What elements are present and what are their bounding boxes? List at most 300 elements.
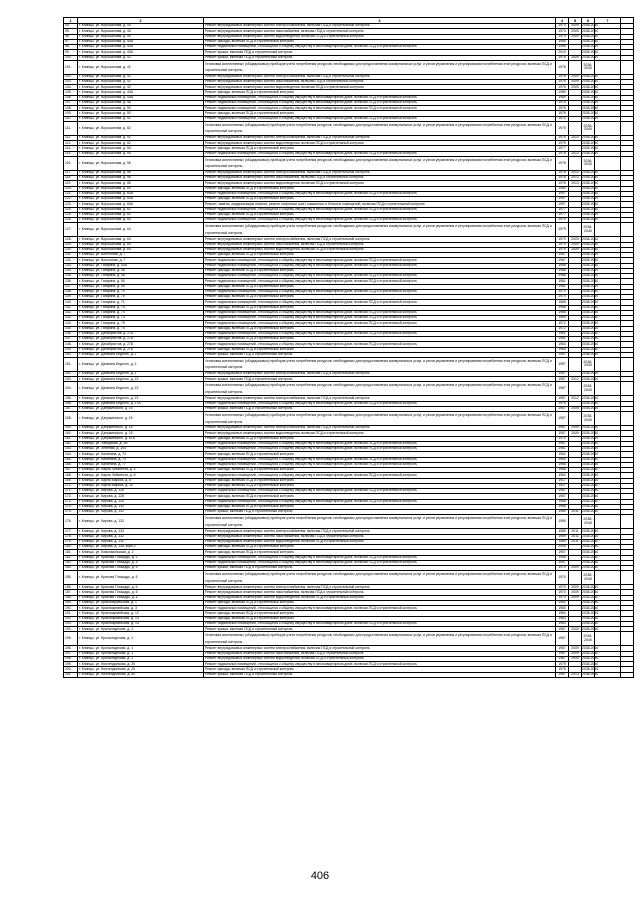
cell-build-year: 1976 [556,74,569,79]
cell-address: г. Клинцы, ул. Ворошилова, д. 60 [78,186,204,191]
cell-last-repair-year: 2011 [569,510,582,515]
cell-row-number: 164. [64,452,78,457]
cell-planned-period: 2038-2040 [582,425,599,430]
cell-row-number: 131. [64,253,78,258]
cell-work-type: Ремонт подвальных помещений, относящихся к общему имуществу в многоквартирном доме, включая ПСД и строительный контроль [204,321,556,326]
cell-work-type: Ремонт внутридомовых инженерных систем водоотведения, включая ПСД и строительный контроль [204,431,556,436]
cell-build-year: 1956 [556,555,569,560]
cell-spacer [621,571,634,585]
cell-row-number: 200. [64,667,78,672]
cell-work-type: Ремонт внутридомовых инженерных систем электроснабжения, включая ПСД и строительный контроль [204,585,556,590]
cell-last-repair-year [569,515,582,529]
cell-build-year: 1969 [556,316,569,321]
cell-address: г. Клинцы, ул. Красноармейская, д. 14 [78,621,204,626]
cell-planned-period: 2038-2040 [582,89,599,94]
cell-planned-period: 2038-2040 [582,336,599,341]
cell-row-number: 98. [64,45,78,50]
cell-build-year: 1960 [556,457,569,462]
cell-planned-period: 2038-2040 [582,605,599,610]
cell-address: г. Клинцы, ул. Ворошилова, д. 64 [78,218,204,223]
cell-build-year: 1987 [556,382,569,396]
cell-build-year: 1963 [556,616,569,621]
cell-address: г. Клинцы, ул. Ворошилова, д. 42 [78,60,204,74]
cell-row-number: 94. [64,24,78,29]
cell-planned-period: 2038-2040 [582,206,599,211]
cell-planned-period: 2038-2040 [582,504,599,509]
cell-build-year: 1978 [556,170,569,175]
cell-address: г. Клинцы, ул. Карла Либкнехта, д. 4 [78,468,204,473]
cell-row-number: 187. [64,590,78,595]
cell-address: г. Клинцы, ул. Ворошилова, д. 56 [78,170,204,175]
cell-row-number: 96. [64,34,78,39]
cell-row-number: 176. [64,515,78,529]
cell-last-repair-year [569,412,582,426]
cell-build-year: 1963 [556,621,569,626]
cell-last-repair-year: 2009 [569,85,582,90]
cell-build-year: 1979 [556,247,569,252]
cell-row-number: 178. [64,534,78,539]
cell-address: г. Клинцы, ул. Гагарина, д. 70 [78,295,204,300]
cell-planned-period: 2038-2040 [582,23,599,28]
cell-planned-period: 2038-2040 [582,170,599,175]
cell-work-type: Ремонт подвальных помещений, относящихся к общему имуществу в многоквартирном доме, включая ПСД и строительный контроль [204,258,556,263]
header-col-4: 4 [556,18,569,24]
cell-row-number: 144. [64,321,78,326]
cell-work-type: Ремонт фасада, включая ПСД и строительный контроль [204,90,556,95]
cell-work-type: Ремонт крыши, включая ПСД и строительный контроль [204,50,556,55]
cell-work-type: Установка коллективных (общедомовых) приборов учета потребления ресурсов, необходимых для предоставления коммунальных услуг, и узлов управления и регулирования потребления этих ресурсов, включая ПСД и строительный контроль [204,223,556,237]
table-row [64,571,634,585]
cell-row-number: 199. [64,662,78,667]
cell-row-number: 183. [64,560,78,565]
cell-row-number: 198. [64,656,78,661]
cell-row-number: 188. [64,595,78,600]
header-col-2: 2 [78,18,204,24]
header-col-7: 7 [595,18,621,24]
cell-build-year: 1970 [556,295,569,300]
cell-planned-period: 2038-2040 [582,105,599,110]
cell-build-year: 1964 [556,342,569,347]
table-row [64,60,634,74]
cell-work-type: Ремонт фасада, включая ПСД и строительный контроль [204,305,556,310]
cell-work-type: Ремонт подвальных помещений, относящихся к общему имуществу в многоквартирном доме, включая ПСД и строительный контроль [204,331,556,336]
cell-row-number: 194. [64,627,78,632]
cell-planned-period: 2038-2040 [582,191,599,196]
cell-address: г. Клинцы, ул. Кирова, д. 132 [78,510,204,515]
cell-build-year: 1997 [556,202,569,207]
cell-build-year: 1917 [556,483,569,488]
cell-planned-period: 2038-2040 [582,451,599,456]
cell-last-repair-year: 2009 [569,55,582,60]
cell-last-repair-year [569,223,582,237]
cell-planned-period: 2038-2040 [582,661,599,666]
cell-last-repair-year [569,571,582,585]
cell-planned-period: 2038-2040 [582,483,599,488]
cell-planned-period: 2038-2040 [582,33,599,38]
cell-planned-period: 2038-2040 [582,610,599,615]
cell-address: г. Клинцы, ул. Красноармейская, д. 3 [78,606,204,611]
cell-planned-period: 2038-2040 [582,283,599,288]
cell-extra [595,571,621,585]
cell-work-type: Ремонт внутридомовых инженерных систем водоотведения, включая ПСД и строительный контроль [204,656,556,661]
cell-row-number: 201. [64,672,78,677]
cell-build-year: 1987 [556,672,569,677]
cell-row-number: 165. [64,457,78,462]
cell-build-year: 1966 [556,305,569,310]
cell-work-type: Ремонт внутридомовых инженерных систем водоотведения, включая ПСД и строительный контроль [204,85,556,90]
cell-build-year: 1981 [556,284,569,289]
cell-planned-period: 2038-2040 [582,278,599,283]
cell-build-year: 1989 [556,510,569,515]
cell-planned-period: 2038-2040 [582,257,599,262]
cell-build-year: 1957 [556,426,569,431]
cell-planned-period: 2038-2040 [582,498,599,503]
cell-last-repair-year: 2009 [569,566,582,571]
cell-address: г. Клинцы, ул. Кирова, д. 132 [78,515,204,529]
cell-spacer [621,412,634,426]
cell-work-type: Ремонт внутридомовых инженерных систем газоснабжения, включая ПСД и строительный контроль [204,590,556,595]
cell-work-type: Ремонт подвальных помещений, относящихся к общему имуществу в многоквартирном доме, включая ПСД и строительный контроль [204,555,556,560]
cell-row-number: 120. [64,186,78,191]
cell-row-number: 197. [64,651,78,656]
cell-planned-period: 2038-2040 [582,371,599,376]
cell-planned-period: 2038-2040 [582,493,599,498]
cell-work-type: Ремонт фасада, включая ПСД и строительный контроль [204,452,556,457]
cell-row-number: 145. [64,326,78,331]
cell-work-type: Ремонт подвальных помещений, относящихся к общему имуществу в многоквартирном доме, включая ПСД и строительный контроль [204,662,556,667]
cell-build-year: 1978 [556,151,569,156]
cell-last-repair-year: 2011 [569,534,582,539]
cell-work-type: Установка коллективных (общедомовых) приборов учета потребления ресурсов, необходимых для предоставления коммунальных услуг, и узлов управления и регулирования потребления этих ресурсов, включая ПСД и строительный контроль [204,156,556,170]
cell-work-type: Ремонт фасада, включая ПСД и строительный контроль [204,186,556,191]
cell-work-type: Ремонт фасада, включая ПСД и строительный контроль [204,550,556,555]
cell-row-number: 133. [64,263,78,268]
cell-last-repair-year: 2011 [569,529,582,534]
cell-address: г. Клинцы, ул. Ворошилова, д. 40А [78,39,204,44]
cell-address: г. Клинцы, ул. Красноармейская, д. 12 [78,611,204,616]
cell-work-type: Ремонт внутридомовых инженерных систем газоснабжения, включая ПСД и строительный контроль [204,176,556,181]
cell-address: г. Клинцы, ул. Гагарина, д. 74 [78,305,204,310]
cell-planned-period: 2038-2040 [582,616,599,621]
cell-build-year: 1970 [556,585,569,590]
cell-row-number: 139. [64,295,78,300]
cell-row-number: 152. [64,371,78,376]
cell-planned-period: 2038-2040 [582,100,599,105]
cell-address: г. Клинцы, ул. Ворошилова, д. 64 [78,223,204,237]
cell-address: г. Клинцы, ул. Гагарина, д. 48 [78,268,204,273]
cell-last-repair-year: 2013 [569,170,582,175]
cell-planned-period: 2038-2040 [582,74,599,79]
cell-build-year: 1957 [556,358,569,372]
cell-row-number: 138. [64,289,78,294]
cell-address: г. Клинцы, ул. Кронштадтская, д. 1 [78,632,204,646]
cell-address: г. Клинцы, ул. Ворошилова, д. 62 [78,207,204,212]
cell-planned-period: 2038-2040 [582,477,599,482]
cell-work-type: Ремонт фасада, включая ПСД и строительный контроль [204,197,556,202]
cell-work-type: Установка коллективных (общедомовых) приборов учета потребления ресурсов, необходимых для предоставления коммунальных услуг, и узлов управления и регулирования потребления этих ресурсов, включая ПСД и строительный контроль [204,382,556,396]
cell-spacer [621,156,634,170]
cell-build-year: 1987 [556,396,569,401]
table-row [64,223,634,237]
cell-build-year: 1961 [556,447,569,452]
cell-address: г. Клинцы, ул. Ворошилова, д. 42 [78,85,204,90]
cell-build-year: 2019 [556,50,569,55]
cell-work-type: Ремонт фасада, включая ПСД и строительный контроль [204,600,556,605]
cell-row-number: 140. [64,300,78,305]
cell-planned-period: 2038-2040 [582,462,599,467]
cell-row-number: 170. [64,483,78,488]
cell-work-type: Ремонт внутридомовых инженерных систем газоснабжения, включая ПСД и строительный контроль [204,651,556,656]
cell-address: г. Клинцы, ул. Ворошилова, д. 62 [78,212,204,217]
cell-work-type: Ремонт внутридомовых инженерных систем электроснабжения, включая ПСД и строительный контроль [204,426,556,431]
cell-last-repair-year: 2009 [569,237,582,242]
cell-work-type: Ремонт фасада, включая ПСД и строительный контроль [204,295,556,300]
cell-address: г. Клинцы, ул. Дзержинского, д. 15 [78,431,204,436]
header-col-5: 5 [569,18,582,24]
cell-planned-period: 2038-2040 [582,84,599,89]
cell-last-repair-year [569,156,582,170]
cell-last-repair-year: 2009 [569,595,582,600]
cell-address: г. Клинцы, ул. Дзержинского, д. 15 [78,406,204,411]
cell-row-number: 132. [64,258,78,263]
cell-work-type: Ремонт крыши, включая ПСД и строительный контроль [204,672,556,677]
cell-last-repair-year: 2009 [569,646,582,651]
cell-address: г. Клинцы, ул. Зеленая, д. 104 [78,447,204,452]
cell-build-year: 1961 [556,337,569,342]
cell-extra [595,121,621,135]
cell-row-number: 102. [64,74,78,79]
cell-work-type: Ремонт фасада, включая ПСД и строительный контроль [204,253,556,258]
cell-address: г. Клинцы, ул. Ворошилова, д. 64 [78,237,204,242]
cell-build-year: 1957 [556,412,569,426]
cell-work-type: Ремонт внутридомовых инженерных систем электроснабжения, включая ПСД и строительный контроль [204,396,556,401]
cell-extra [595,223,621,237]
cell-row-number: 114. [64,146,78,151]
cell-spacer [621,382,634,396]
cell-planned-period: 2038-2040 [582,441,599,446]
cell-row-number: 115. [64,151,78,156]
cell-build-year: 1967 [556,646,569,651]
cell-last-repair-year: 2009 [569,406,582,411]
cell-build-year: 1961 [556,331,569,336]
cell-address: г. Клинцы, ул. Кронштадтская, д. 1 [78,646,204,651]
header-col-1: 1 [64,18,78,24]
cell-planned-period: 2038-2040 [582,44,599,49]
cell-address: г. Клинцы, ул. Дзержинского, д. 15 [78,426,204,431]
header-col-3: 3 [204,18,556,24]
cell-row-number: 95. [64,29,78,34]
cell-build-year: 1979 [556,237,569,242]
table-row [64,632,634,646]
cell-address: г. Клинцы, ул. Ворошилова, д. 56 [78,176,204,181]
cell-build-year: 1979 [556,218,569,223]
cell-last-repair-year: 2009 [569,590,582,595]
cell-address: г. Клинцы, ул. Ворошилова, д. 40А [78,45,204,50]
cell-build-year: 1987 [556,377,569,382]
cell-row-number: 137. [64,284,78,289]
cell-build-year: 1967 [556,253,569,258]
cell-build-year: 1958 [556,263,569,268]
cell-build-year: 1981 [556,279,569,284]
cell-row-number: 107. [64,100,78,105]
cell-work-type: Ремонт подвальных помещений, относящихся к общему имуществу в многоквартирном доме, включая ПСД и строительный контроль [204,441,556,446]
cell-build-year: 1965 [556,300,569,305]
cell-last-repair-year: 2009 [569,585,582,590]
cell-planned-period: 2038-2040 [582,412,595,426]
cell-work-type: Ремонт подвальных помещений, относящихся к общему имуществу в многоквартирном доме, включая ПСД и строительный контроль [204,462,556,467]
cell-last-repair-year: 2009 [569,431,582,436]
cell-build-year: 1957 [556,560,569,565]
cell-address: г. Клинцы, ул. Карла Маркса, д. 10 [78,483,204,488]
cell-work-type: Ремонт внутридомовых инженерных систем электроснабжения, включая ПСД и строительный контроль [204,170,556,175]
cell-build-year: 1988 [556,268,569,273]
cell-planned-period: 2038-2040 [582,600,599,605]
cell-planned-period: 2038-2040 [582,446,599,451]
cell-row-number: 135. [64,274,78,279]
cell-row-number: 175. [64,510,78,515]
cell-build-year: 1976 [556,401,569,406]
cell-address: г. Клинцы, ул. Декабристов, д. 27Б [78,347,204,352]
cell-planned-period: 2038-2040 [582,672,599,677]
cell-work-type: Ремонт внутридомовых инженерных систем газоснабжения, включая ПСД и строительный контроль [204,29,556,34]
cell-planned-period: 2038-2040 [582,382,595,396]
cell-address: г. Клинцы, ул. Демьяна Бедного, д. 2 [78,371,204,376]
cell-build-year: 1960 [556,606,569,611]
cell-last-repair-year: 2013 [569,176,582,181]
cell-extra [595,156,621,170]
cell-address: г. Клинцы, ул. Кронштадтская, д. 1 [78,651,204,656]
cell-row-number: 186. [64,585,78,590]
cell-row-number: 157. [64,406,78,411]
cell-address: г. Клинцы, ул. Кронштадтская, д. 1 [78,656,204,661]
cell-row-number: 123. [64,202,78,207]
cell-extra [595,382,621,396]
cell-build-year: 1957 [556,371,569,376]
cell-address: г. Клинцы, ул. Ворошилова, д. 60А [78,197,204,202]
cell-last-repair-year: 2009 [569,34,582,39]
cell-planned-period: 2038-2040 [582,156,595,170]
cell-extra [595,632,621,646]
table-row [64,672,634,677]
cell-build-year: 1967 [556,632,569,646]
cell-planned-period: 2038-2040 [582,533,599,538]
cell-address: г. Клинцы, ул. Кирова, д. 138, корп.2 [78,545,204,550]
cell-work-type: Ремонт внутридомовых инженерных систем водоотведения, включая ПСД и строительный контроль [204,34,556,39]
cell-planned-period: 2038-2040 [582,571,595,585]
cell-work-type: Ремонт фасада, включая ПСД и строительный контроль [204,616,556,621]
cell-last-repair-year: 2009 [569,426,582,431]
cell-last-repair-year [569,358,582,372]
cell-work-type: Ремонт внутридомовых инженерных систем водоотведения, включая ПСД и строительный контроль [204,539,556,544]
cell-work-type: Ремонт подвальных помещений, относящихся к общему имуществу в многоквартирном доме, включая ПСД и строительный контроль [204,316,556,321]
cell-last-repair-year: 2009 [569,651,582,656]
cell-address: г. Клинцы, ул. Ворошилова, д. 52 [78,135,204,140]
cell-work-type: Ремонт подвальных помещений, относящихся к общему имуществу в многоквартирном доме, включая ПСД и строительный контроль [204,560,556,565]
cell-build-year: 1968 [556,504,569,509]
cell-row-number: 156. [64,401,78,406]
cell-work-type: Установка коллективных (общедомовых) приборов учета потребления ресурсов, необходимых для предоставления коммунальных услуг, и узлов управления и регулирования потребления этих ресурсов, включая ПСД и строительный контроль [204,121,556,135]
cell-build-year: 1975 [556,667,569,672]
cell-work-type: Ремонт фасада, включая ПСД и строительный контроль [204,268,556,273]
cell-last-repair-year: 2010 [569,135,582,140]
cell-work-type: Ремонт фасада, включая ПСД и строительный контроль [204,483,556,488]
cell-planned-period: 2038-2040 [582,549,599,554]
cell-last-repair-year: 2009 [569,29,582,34]
cell-planned-period: 2038-2040 [582,325,599,330]
cell-row-number: 100. [64,55,78,60]
cell-address: г. Клинцы, ул. Кирова, д. 130 [78,504,204,509]
cell-planned-period: 2038-2040 [582,632,595,646]
cell-work-type: Ремонт фасада, включая ПСД и строительный контроль [204,494,556,499]
cell-build-year: 1975 [556,116,569,121]
cell-row-number: 119. [64,181,78,186]
cell-planned-period: 2038-2040 [582,28,599,33]
cell-address: г. Клинцы, ул. Кирова, д. 128 [78,494,204,499]
cell-build-year: 1973 [556,29,569,34]
cell-work-type: Ремонт внутридомовых инженерных систем водоотведения, включая ПСД и строительный контроль [204,181,556,186]
cell-row-number: 148. [64,342,78,347]
cell-row-number: 149. [64,347,78,352]
cell-address: г. Клинцы, ул. Ворошилова, д. 42 [78,79,204,84]
cell-row-number: 116. [64,156,78,170]
cell-planned-period: 2038-2040 [582,341,599,346]
cell-work-type: Ремонт фасада, включая ПСД и строительный контроль [204,545,556,550]
cell-build-year: 1988 [556,274,569,279]
cell-work-type: Ремонт фасада, включая ПСД и строительный контроль [204,337,556,342]
cell-build-year: 1978 [556,176,569,181]
cell-last-repair-year: 2011 [569,539,582,544]
cell-row-number: 171. [64,489,78,494]
cell-work-type: Ремонт подвальных помещений, относящихся к общему имуществу в многоквартирном доме, включая ПСД и строительный контроль [204,279,556,284]
cell-work-type: Ремонт крыши, включая ПСД и строительный контроль [204,510,556,515]
cell-build-year: 1976 [556,55,569,60]
cell-address: г. Клинцы, ул. Демьяна Бедного, д. 27А [78,401,204,406]
cell-row-number: 127. [64,223,78,237]
cell-work-type: Ремонт фасада, включая ПСД и строительный контроль [204,212,556,217]
cell-work-type: Ремонт внутридомовых инженерных систем электроснабжения, включая ПСД и строительный контроль [204,371,556,376]
cell-address: г. Клинцы, ул. Карла Либкнехта, д. 6 [78,473,204,478]
cell-row-number: 184. [64,566,78,571]
cell-planned-period: 2038-2040 [582,488,599,493]
cell-row-number: 129. [64,242,78,247]
cell-address: г. Клинцы, ул. Заводская, д. 3А [78,441,204,446]
cell-work-type: Ремонт подвальных помещений, относящихся к общему имуществу в многоквартирном доме, включая ПСД и строительный контроль [204,457,556,462]
cell-work-type: Ремонт подвальных помещений, относящихся к общему имуществу в многоквартирном доме, включая ПСД и строительный контроль [204,207,556,212]
cell-spacer [621,223,634,237]
cell-work-type: Ремонт крыши, включая ПСД и строительный контроль [204,55,556,60]
cell-address: г. Клинцы, ул. Карла Маркса, д. 8 [78,478,204,483]
cell-build-year: 1989 [556,90,569,95]
cell-build-year: 1957 [556,406,569,411]
cell-address: г. Клинцы, ул. Гагарина, д. 44А [78,263,204,268]
cell-row-number: 180. [64,545,78,550]
cell-address: г. Клинцы, ул. Кюстендилская, д. 25 [78,667,204,672]
cell-build-year: 1976 [556,79,569,84]
cell-build-year: 1976 [556,60,569,74]
cell-planned-period: 2038-2040 [582,539,599,544]
cell-build-year: 1967 [556,494,569,499]
cell-row-number: 142. [64,310,78,315]
cell-planned-period: 2038-2040 [582,268,599,273]
cell-build-year: 1997 [556,197,569,202]
cell-address: г. Клинцы, ул. Кирова, д. 130 [78,499,204,504]
cell-address: г. Клинцы, ул. Кирова, д. 132 [78,529,204,534]
cell-row-number: 106. [64,95,78,100]
cell-build-year: 1957 [556,550,569,555]
cell-planned-period: 2038-2040 [582,310,599,315]
cell-last-repair-year: 2009 [569,79,582,84]
cell-planned-period: 2038-2040 [582,151,599,156]
